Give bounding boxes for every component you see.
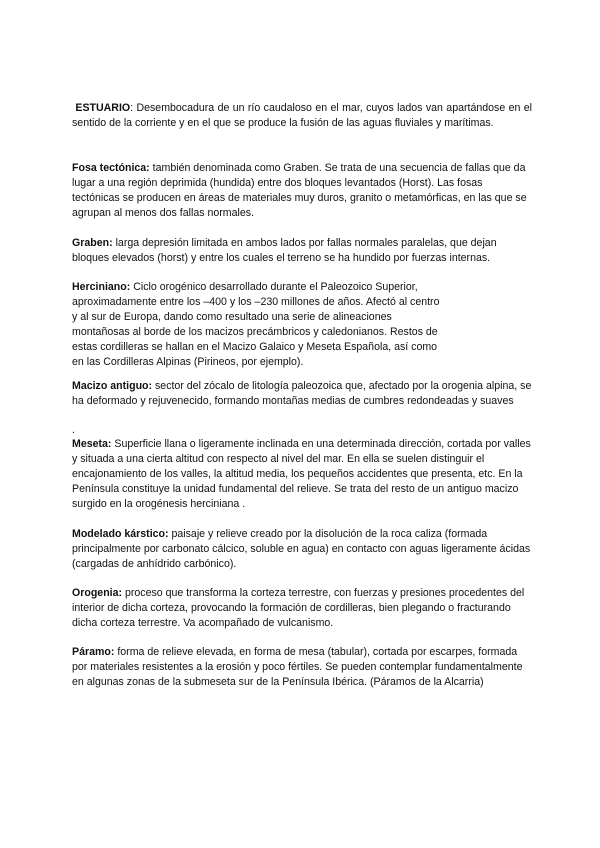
entry-estuario: ESTUARIO: Desembocadura de un río caudaloso en el mar, cuyos lados van apartándose en el sentido de la corriente y en el que se produce la fusión de las aguas fluviales y marítimas. bbox=[72, 102, 532, 129]
term-paramo: Páramo: bbox=[72, 646, 115, 658]
definition-herciniano-line-3: y al sur de Europa, dando como resultado una serie de alineaciones bbox=[72, 311, 392, 323]
term-herciniano: Herciniano: bbox=[72, 281, 131, 293]
definition-modelado-karstico: paisaje y relieve creado por la disolución de la roca caliza (formada principalmente por carbonato cálcico, soluble en agua) en contacto con aguas ligeramente ácidas (cargadas de anhídrido carbónico). bbox=[72, 528, 531, 570]
definition-graben: larga depresión limitada en ambos lados por fallas normales paralelas, que dejan bloques elevados (horst) y entre los cuales el terreno se ha hundido por fuerzas internas. bbox=[72, 237, 497, 264]
term-macizo-antiguo: Macizo antiguo: bbox=[72, 380, 153, 392]
term-graben: Graben: bbox=[72, 237, 113, 249]
entry-herciniano bbox=[72, 280, 532, 370]
term-orogenia: Orogenia: bbox=[72, 587, 123, 599]
stray-dot: . bbox=[72, 424, 75, 436]
term-modelado-karstico: Modelado kárstico: bbox=[72, 528, 169, 540]
entry-meseta bbox=[72, 437, 532, 512]
entry-orogenia bbox=[72, 586, 532, 631]
entry-modelado-karstico bbox=[72, 527, 532, 572]
definition-macizo-antiguo: sector del zócalo de litología paleozoica que, afectado por la orogenia alpina, se ha deformado y rejuvenecido, formando montañas medias de cumbres redondeadas y suaves bbox=[72, 380, 532, 407]
definition-herciniano-line-2: aproximadamente entre los –400 y los –230 millones de años. Afectó al centro bbox=[72, 296, 440, 308]
definition-meseta: Superficie llana o ligeramente inclinada en una determinada dirección, cortada por valles y situada a una cierta altitud con respecto al nivel del mar. En ella se suelen distinguir el encajonamiento de los valles, la altitud media, los pequeños accidentes que presenta, etc. En la Península constituye la unidad fundamental del relieve. Se trata del resto de un antiguo macizo surgido en la orogénesis herciniana . bbox=[72, 438, 531, 510]
definition-herciniano-line-6: en las Cordilleras Alpinas (Pirineos, por ejemplo). bbox=[72, 356, 304, 368]
definition-orogenia: proceso que transforma la corteza terrestre, con fuerzas y presiones procedentes del interior de dicha corteza, provocando la formación de cordilleras, bien plegando o fracturando dicha corteza terrestre. Va acompañado de vulcanismo. bbox=[72, 587, 525, 629]
term-meseta: Meseta: bbox=[72, 438, 112, 450]
entry-paramo bbox=[72, 645, 532, 690]
definition-herciniano-line-5: estas cordilleras se hallan en el Macizo Galaico y Meseta Española, así como bbox=[72, 341, 438, 353]
definition-herciniano-line-1: Ciclo orogénico desarrollado durante el Paleozoico Superior, bbox=[133, 281, 418, 293]
term-fosa-tectonica: Fosa tectónica: bbox=[72, 162, 150, 174]
term-estuario: ESTUARIO bbox=[75, 102, 131, 114]
definition-fosa-tectonica: también denominada como Graben. Se trata de una secuencia de fallas que da lugar a una región deprimida (hundida) entre dos bloques levantados (Horst). Las fosas tectónicas se producen en áreas de materiales muy duros, granito o metamórficas, en las que se agrupan al menos dos fallas normales. bbox=[72, 162, 527, 219]
entry-fosa-tectonica bbox=[72, 161, 532, 221]
definition-herciniano-line-4: montañosas al borde de los macizos precámbricos y caledonianos. Restos de bbox=[72, 326, 438, 338]
entry-macizo-antiguo bbox=[72, 379, 532, 409]
definition-estuario: Desembocadura de un río caudaloso en el mar, cuyos lados van apartándose en el sentido de la corriente y en el que se produce la fusión de las aguas fluviales y marítimas. bbox=[72, 102, 532, 129]
definition-paramo: forma de relieve elevada, en forma de mesa (tabular), cortada por escarpes, formada por materiales resistentes a la erosión y poco fértiles. Se pueden contemplar fundamentalmente en algunas zonas de la submeseta sur de la Península Ibérica. (Páramos de la Alcarria) bbox=[72, 646, 523, 688]
entry-graben bbox=[72, 236, 532, 266]
